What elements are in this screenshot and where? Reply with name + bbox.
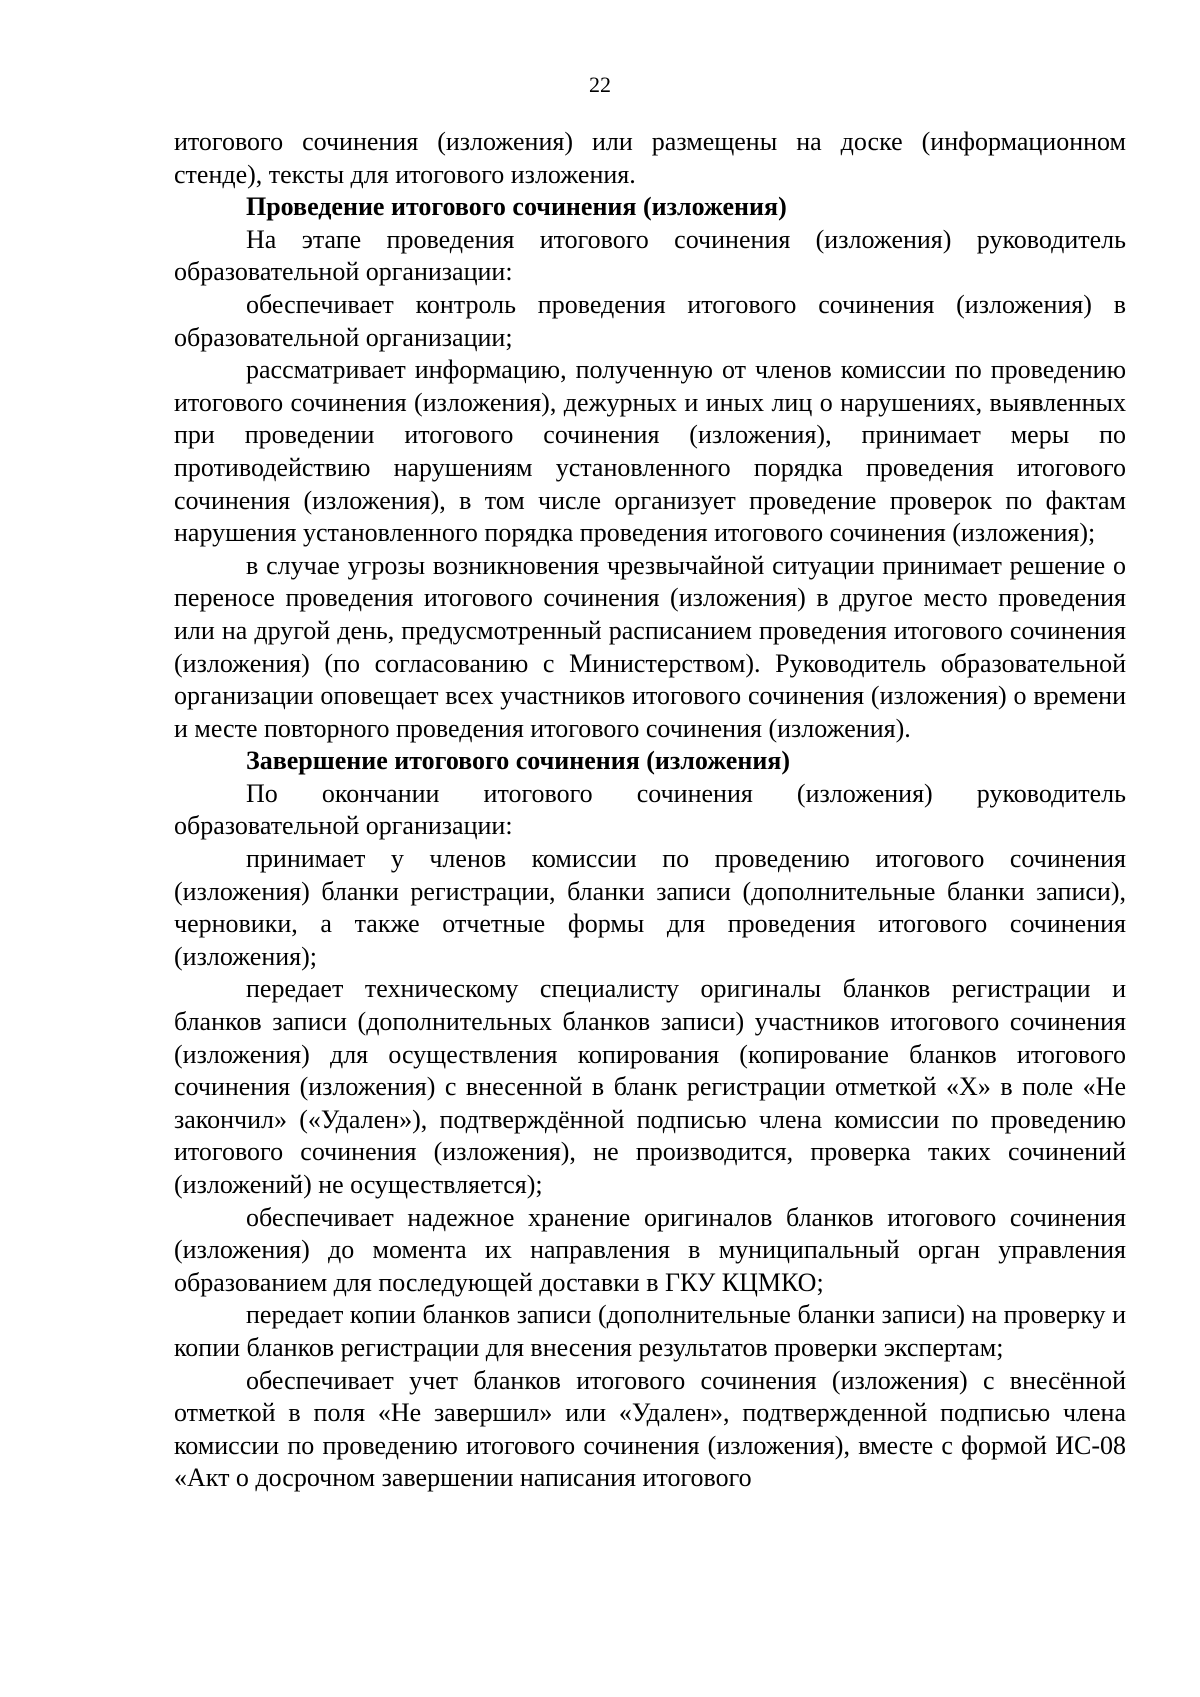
paragraph: рассматривает информацию, полученную от членов комиссии по проведению итогового сочинения (изложения), дежурных и иных лиц о нарушениях, выявленных при проведении итогового сочинения (изложения), принимает меры по противодействию нарушениям установленного порядка проведения итогового сочинения (изложения), в том числе организует проведение проверок по фактам нарушения установленного порядка проведения итогового сочинения (изложения); (174, 355, 1126, 548)
paragraph: По окончании итогового сочинения (изложения) руководитель образовательной организации: (174, 778, 1126, 841)
document-body (174, 126, 1126, 1495)
paragraph: На этапе проведения итогового сочинения (изложения) руководитель образовательной организации: (174, 224, 1126, 287)
section-heading: Проведение итогового сочинения (изложения) (246, 192, 787, 222)
page-number: 22 (589, 72, 611, 97)
paragraph: итогового сочинения (изложения) или размещены на доске (информационном стенде), тексты для итогового изложения. (174, 127, 1126, 189)
paragraph: обеспечивает надежное хранение оригиналов бланков итогового сочинения (изложения) до момента их направления в муниципальный орган управления образованием для последующей доставки в ГКУ КЦМКО; (174, 1202, 1126, 1297)
paragraph: передает техническому специалисту оригиналы бланков регистрации и бланков записи (дополнительных бланков записи) участников итогового сочинения (изложения) для осуществления копирования (копирование бланков итогового сочинения (изложения) с внесенной в бланк регистрации отметкой «Х» в поле «Не закончил» («Удален»), подтверждённой подписью члена комиссии по проведению итогового сочинения (изложения), не производится, проверка таких сочинений (изложений) не осуществляется); (174, 974, 1126, 1199)
paragraph: в случае угрозы возникновения чрезвычайной ситуации принимает решение о переносе проведения итогового сочинения (изложения) в другое место проведения или на другой день, предусмотренный расписанием проведения итогового сочинения (изложения) (по согласованию с Министерством). Руководитель образовательной организации оповещает всех участников итогового сочинения (изложения) о времени и месте повторного проведения итогового сочинения (изложения). (174, 550, 1126, 743)
paragraph: принимает у членов комиссии по проведению итогового сочинения (изложения) бланки регистрации, бланки записи (дополнительные бланки записи), черновики, а также отчетные формы для проведения итогового сочинения (изложения); (174, 844, 1126, 971)
paragraph: обеспечивает контроль проведения итогового сочинения (изложения) в образовательной организации; (174, 289, 1126, 352)
section-heading: Завершение итогового сочинения (изложения) (246, 746, 791, 776)
paragraph: обеспечивает учет бланков итогового сочинения (изложения) с внесённой отметкой в поля «Не завершил» или «Удален», подтвержденной подписью члена комиссии по проведению итогового сочинения (изложения), вместе с формой ИС-08 «Акт о досрочном завершении написания итогового (174, 1365, 1126, 1493)
paragraph: передает копии бланков записи (дополнительные бланки записи) на проверку и копии бланков регистрации для внесения результатов проверки экспертам; (174, 1300, 1126, 1362)
